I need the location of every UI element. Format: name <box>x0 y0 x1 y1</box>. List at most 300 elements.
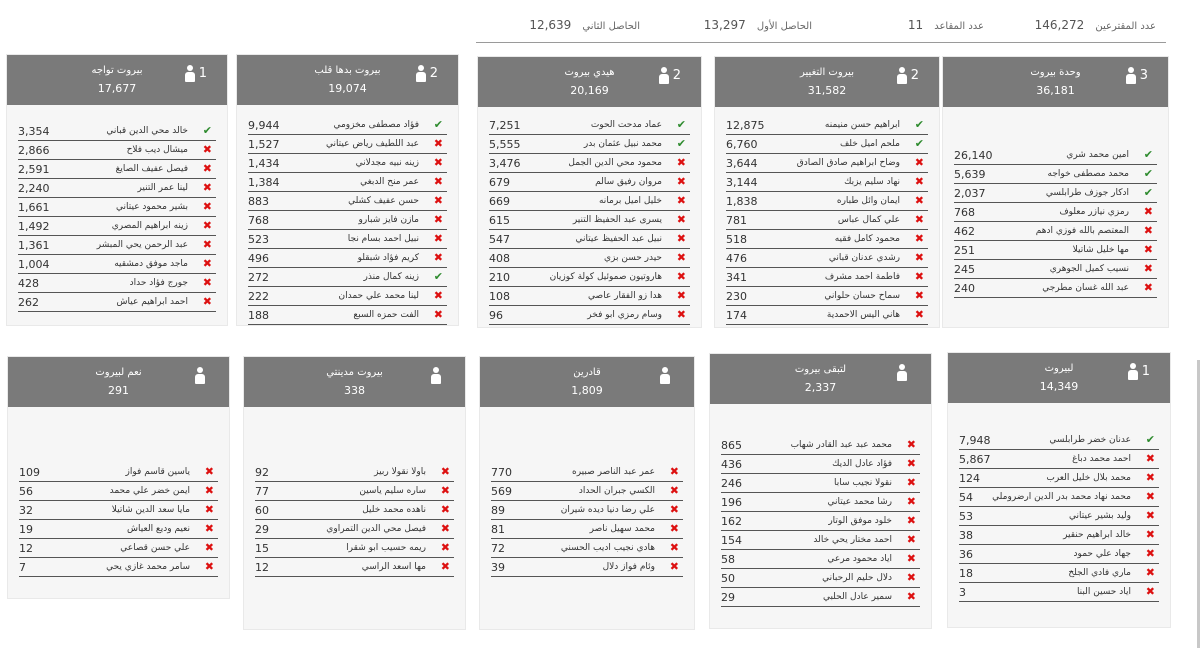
cross-icon: ✖ <box>440 541 450 554</box>
candidate-row <box>959 545 1159 564</box>
candidate-name: رمزي نيازر معلوف <box>1059 207 1129 217</box>
candidate-row <box>954 279 1157 298</box>
candidate-list <box>19 463 218 577</box>
candidate-votes: 408 <box>489 252 510 265</box>
candidate-name: عبد الله غسان مطرجي <box>1042 283 1129 293</box>
list-total-votes: 31,582 <box>807 84 847 97</box>
candidate-row <box>248 135 447 154</box>
candidate-name: نهاد سليم يزبك <box>844 177 900 187</box>
candidate-row <box>954 184 1157 203</box>
candidate-row <box>489 173 690 192</box>
check-icon: ✔ <box>433 118 443 131</box>
seats-count: 2 <box>910 68 919 83</box>
candidate-row <box>491 539 683 558</box>
check-icon: ✔ <box>1143 186 1153 199</box>
candidate-name: نسيب كميل الجوهري <box>1049 264 1129 274</box>
candidate-name: جورج فؤاد حداد <box>129 278 188 288</box>
candidate-name: عبد الرحمن يحي المبشر <box>96 240 188 250</box>
candidate-row <box>18 255 216 274</box>
candidate-name: كريم فؤاد شبقلو <box>357 253 419 263</box>
candidate-row <box>721 493 920 512</box>
cross-icon: ✖ <box>202 295 212 308</box>
candidate-votes: 12 <box>255 561 269 574</box>
candidate-row <box>248 249 447 268</box>
candidate-votes: 77 <box>255 485 269 498</box>
candidate-name: علي حسن قصاعي <box>120 543 190 553</box>
cross-icon: ✖ <box>1145 452 1155 465</box>
candidate-name: مها خليل شاتيلا <box>1072 245 1129 255</box>
candidate-votes: 240 <box>954 282 975 295</box>
candidate-name: فاطمة احمد مشرف <box>824 272 900 282</box>
candidate-row <box>726 135 928 154</box>
seats-count: 1 <box>1141 364 1150 379</box>
candidate-row <box>255 539 454 558</box>
candidate-votes: 230 <box>726 290 747 303</box>
candidate-votes: 19 <box>19 523 33 536</box>
candidate-row <box>18 160 216 179</box>
second-quotient-stat <box>529 14 640 33</box>
candidate-votes: 210 <box>489 271 510 284</box>
candidate-row <box>248 116 447 135</box>
candidate-name: وسام رمزي ابو فخر <box>587 310 662 320</box>
candidate-votes: 2,591 <box>18 163 50 176</box>
candidate-row <box>959 469 1159 488</box>
list-name: هيدي بيروت <box>564 67 615 78</box>
cross-icon: ✖ <box>676 232 686 245</box>
candidate-votes: 9,944 <box>248 119 280 132</box>
candidate-row <box>18 122 216 141</box>
candidate-row <box>248 173 447 192</box>
cross-icon: ✖ <box>669 522 679 535</box>
cross-icon: ✖ <box>440 522 450 535</box>
candidate-name: نعيم وديع العياش <box>127 524 190 534</box>
candidate-name: زينه كمال منذر <box>363 272 419 282</box>
candidate-name: ناهده محمد خليل <box>362 505 426 515</box>
candidate-name: محمد نبيل عثمان بدر <box>583 139 662 149</box>
candidate-votes: 428 <box>18 277 39 290</box>
candidate-votes: 669 <box>489 195 510 208</box>
cross-icon: ✖ <box>914 156 924 169</box>
cross-icon: ✖ <box>906 495 916 508</box>
candidate-row <box>18 217 216 236</box>
cross-icon: ✖ <box>1143 281 1153 294</box>
candidate-name: زينه نبيه مجدلاني <box>355 158 419 168</box>
cross-icon: ✖ <box>204 541 214 554</box>
candidate-list <box>18 122 216 312</box>
cross-icon: ✖ <box>202 219 212 232</box>
candidate-row <box>18 179 216 198</box>
candidate-name: لينا محمد علي حمدان <box>338 291 419 301</box>
candidate-votes: 7,251 <box>489 119 521 132</box>
candidate-votes: 1,361 <box>18 239 50 252</box>
candidate-name: ريمه حسيب ابو شقرا <box>346 543 426 553</box>
candidate-votes: 2,866 <box>18 144 50 157</box>
cross-icon: ✖ <box>676 194 686 207</box>
candidate-votes: 162 <box>721 515 742 528</box>
seats-value: 11 <box>907 18 924 32</box>
list-card <box>947 352 1171 628</box>
candidate-row <box>721 569 920 588</box>
cross-icon: ✖ <box>676 213 686 226</box>
candidate-row <box>959 450 1159 469</box>
candidate-name: سماح حسان حلواني <box>824 291 900 301</box>
check-icon: ✔ <box>676 118 686 131</box>
check-icon: ✔ <box>676 137 686 150</box>
cross-icon: ✖ <box>914 194 924 207</box>
cross-icon: ✖ <box>202 238 212 251</box>
candidate-votes: 272 <box>248 271 269 284</box>
candidate-name: خالد محي الدين قباني <box>106 126 188 136</box>
cross-icon: ✖ <box>202 276 212 289</box>
check-icon: ✔ <box>1143 148 1153 161</box>
candidate-votes: 2,037 <box>954 187 986 200</box>
candidate-name: مايا سعد الدين شاتيلا <box>111 505 190 515</box>
candidate-row <box>726 192 928 211</box>
candidate-name: محمد بلال خليل العرب <box>1046 473 1131 483</box>
candidate-votes: 1,492 <box>18 220 50 233</box>
cross-icon: ✖ <box>1143 224 1153 237</box>
candidate-votes: 246 <box>721 477 742 490</box>
cross-icon: ✖ <box>202 162 212 175</box>
cross-icon: ✖ <box>202 257 212 270</box>
candidate-votes: 7 <box>19 561 26 574</box>
list-name: وحدة بيروت <box>1030 67 1081 78</box>
list-card <box>477 56 702 328</box>
candidate-votes: 12 <box>19 542 33 555</box>
candidate-row <box>726 230 928 249</box>
cross-icon: ✖ <box>669 560 679 573</box>
candidate-row <box>721 436 920 455</box>
candidate-row <box>18 141 216 160</box>
candidate-votes: 36 <box>959 548 973 561</box>
candidate-votes: 222 <box>248 290 269 303</box>
candidate-name: نبيل احمد بسام نجا <box>347 234 419 244</box>
cross-icon: ✖ <box>906 457 916 470</box>
list-name: لبيروت <box>1044 363 1074 374</box>
candidate-votes: 109 <box>19 466 40 479</box>
candidate-votes: 81 <box>491 523 505 536</box>
candidate-row <box>255 501 454 520</box>
candidate-votes: 5,555 <box>489 138 521 151</box>
cross-icon: ✖ <box>914 175 924 188</box>
candidate-votes: 38 <box>959 529 973 542</box>
list-card-header <box>943 57 1168 107</box>
list-card-header <box>715 57 939 107</box>
candidate-name: اياد حسين البنا <box>1076 587 1131 597</box>
list-name: لتبقى بيروت <box>794 364 847 375</box>
candidate-votes: 341 <box>726 271 747 284</box>
candidate-votes: 108 <box>489 290 510 303</box>
candidate-name: فؤاد عادل الديك <box>832 459 892 469</box>
candidate-row <box>959 488 1159 507</box>
candidate-row <box>726 287 928 306</box>
candidate-votes: 781 <box>726 214 747 227</box>
cross-icon: ✖ <box>1145 566 1155 579</box>
candidate-name: هاني اليس الاحمدية <box>826 310 900 320</box>
cross-icon: ✖ <box>204 560 214 573</box>
candidate-row <box>721 455 920 474</box>
cross-icon: ✖ <box>1145 547 1155 560</box>
candidate-name: نقولا نجيب سابا <box>834 478 892 488</box>
candidate-row <box>491 482 683 501</box>
cross-icon: ✖ <box>433 175 443 188</box>
candidate-row <box>721 531 920 550</box>
candidate-row <box>959 507 1159 526</box>
candidate-name: ميشال ديب فلاح <box>126 145 188 155</box>
cross-icon: ✖ <box>433 289 443 302</box>
candidate-name: رشدي عدنان قباني <box>828 253 900 263</box>
cross-icon: ✖ <box>914 232 924 245</box>
candidate-name: مها اسعد الراسي <box>361 562 426 572</box>
candidate-list <box>491 463 683 577</box>
candidate-name: ملحم اميل خلف <box>839 139 900 149</box>
list-name: بيروت بدها قلب <box>314 65 381 76</box>
candidate-votes: 3,476 <box>489 157 521 170</box>
list-card <box>243 356 466 630</box>
candidate-name: محمود كامل فقيه <box>834 234 900 244</box>
cross-icon: ✖ <box>914 308 924 321</box>
candidate-name: هاروتيون صموئيل كولة كوزيان <box>549 272 662 282</box>
candidate-name: دلال حليم الرحباني <box>822 573 892 583</box>
cross-icon: ✖ <box>440 484 450 497</box>
candidate-name: ايمان وائل طباره <box>836 196 900 206</box>
candidate-name: بشير محمود عيتاني <box>116 202 188 212</box>
list-total-votes: 291 <box>108 384 129 397</box>
cross-icon: ✖ <box>202 143 212 156</box>
candidate-name: رشا محمد عيتاني <box>827 497 892 507</box>
candidate-row <box>726 173 928 192</box>
candidate-name: وليد بشير عيتاني <box>1068 511 1131 521</box>
candidate-votes: 18 <box>959 567 973 580</box>
candidate-name: احمد محمد دباغ <box>1072 454 1131 464</box>
list-card <box>942 56 1169 328</box>
seats-count: 3 <box>1139 68 1148 83</box>
candidate-votes: 768 <box>248 214 269 227</box>
candidate-votes: 6,760 <box>726 138 758 151</box>
candidate-votes: 12,875 <box>726 119 765 132</box>
first-quotient-stat <box>704 14 812 33</box>
seats-count: 2 <box>429 66 438 81</box>
candidate-list <box>721 436 920 607</box>
seats-count: 1 <box>198 66 207 81</box>
candidate-name: هادي نجيب اديب الحسني <box>560 543 655 553</box>
candidate-row <box>726 249 928 268</box>
candidate-votes: 251 <box>954 244 975 257</box>
candidate-votes: 92 <box>255 466 269 479</box>
candidate-row <box>248 192 447 211</box>
cross-icon: ✖ <box>433 156 443 169</box>
candidate-name: عماد مدحت الحوت <box>590 120 662 130</box>
candidate-name: باولا نقولا ربيز <box>374 467 426 477</box>
cross-icon: ✖ <box>676 251 686 264</box>
cross-icon: ✖ <box>433 308 443 321</box>
list-card-header <box>710 354 931 404</box>
candidate-name: لينا عمر التنير <box>137 183 188 193</box>
candidate-row <box>721 588 920 607</box>
candidate-name: عمر منح الدبغي <box>360 177 419 187</box>
candidate-votes: 2,240 <box>18 182 50 195</box>
list-card <box>714 56 940 328</box>
list-total-votes: 19,074 <box>328 82 367 95</box>
list-total-votes: 1,809 <box>571 384 603 397</box>
cross-icon: ✖ <box>669 503 679 516</box>
list-total-votes: 20,169 <box>570 84 609 97</box>
candidate-row <box>954 241 1157 260</box>
cross-icon: ✖ <box>1143 243 1153 256</box>
candidate-votes: 615 <box>489 214 510 227</box>
candidate-name: خالد ابراهيم حنقير <box>1063 530 1131 540</box>
list-card <box>479 356 695 630</box>
candidate-name: حيدر حسن بزي <box>603 253 662 263</box>
cross-icon: ✖ <box>1145 471 1155 484</box>
candidate-votes: 1,384 <box>248 176 280 189</box>
candidate-row <box>489 230 690 249</box>
candidate-row <box>954 260 1157 279</box>
list-name: بيروت مدينتي <box>326 367 383 378</box>
candidate-name: فؤاد مصطفى مخزومي <box>333 120 419 130</box>
check-icon: ✔ <box>914 137 924 150</box>
candidate-name: فيصل عفيف الصايغ <box>115 164 188 174</box>
list-card-header <box>237 55 458 105</box>
cross-icon: ✖ <box>433 137 443 150</box>
cross-icon: ✖ <box>1145 585 1155 598</box>
cross-icon: ✖ <box>1145 528 1155 541</box>
candidate-votes: 245 <box>954 263 975 276</box>
list-total-votes: 2,337 <box>804 381 837 394</box>
candidate-row <box>489 287 690 306</box>
candidate-list <box>248 116 447 325</box>
cross-icon: ✖ <box>202 200 212 213</box>
candidate-votes: 29 <box>255 523 269 536</box>
candidate-list <box>726 116 928 325</box>
cross-icon: ✖ <box>906 476 916 489</box>
candidate-name: فيصل محي الدين التمراوي <box>326 524 426 534</box>
candidate-row <box>959 583 1159 602</box>
candidate-name: عدنان خضر طرابلسي <box>1049 435 1131 445</box>
voters-value: 146,272 <box>1034 18 1085 32</box>
candidate-row <box>726 154 928 173</box>
candidate-votes: 154 <box>721 534 742 547</box>
candidate-row <box>726 306 928 325</box>
candidate-votes: 1,661 <box>18 201 50 214</box>
candidate-row <box>18 293 216 312</box>
candidate-votes: 124 <box>959 472 980 485</box>
list-card-header <box>948 353 1170 403</box>
candidate-votes: 1,434 <box>248 157 280 170</box>
candidate-name: ماجد موفق دمشقيه <box>114 259 188 269</box>
candidate-name: وضاح ابراهيم صادق الصادق <box>796 158 900 168</box>
candidate-row <box>248 287 447 306</box>
cross-icon: ✖ <box>1143 205 1153 218</box>
candidate-name: ايمن خضر علي محمد <box>109 486 190 496</box>
candidate-votes: 1,838 <box>726 195 758 208</box>
candidate-row <box>248 268 447 287</box>
candidate-name: الكسي جبران الحداد <box>578 486 655 496</box>
cross-icon: ✖ <box>669 465 679 478</box>
candidate-name: سمير عادل الحلبي <box>822 592 892 602</box>
candidate-votes: 768 <box>954 206 975 219</box>
cross-icon: ✖ <box>1145 490 1155 503</box>
candidate-votes: 679 <box>489 176 510 189</box>
candidate-votes: 436 <box>721 458 742 471</box>
list-name: قادرين <box>573 367 601 378</box>
candidate-name: محمد نهاد محمد بدر الدين ارضروملي <box>992 492 1131 502</box>
candidate-row <box>489 135 690 154</box>
cross-icon: ✖ <box>433 213 443 226</box>
candidate-votes: 196 <box>721 496 742 509</box>
candidate-row <box>489 306 690 325</box>
candidate-votes: 523 <box>248 233 269 246</box>
candidate-name: جهاد علي حمود <box>1073 549 1131 559</box>
candidate-row <box>489 154 690 173</box>
list-total-votes: 14,349 <box>1039 380 1079 393</box>
candidate-row <box>18 198 216 217</box>
candidate-row <box>255 463 454 482</box>
list-name: نعم لبيروت <box>95 367 142 378</box>
candidate-votes: 3,354 <box>18 125 50 138</box>
cross-icon: ✖ <box>440 465 450 478</box>
candidate-name: سامر محمد غازي يحي <box>106 562 190 572</box>
check-icon: ✔ <box>1143 167 1153 180</box>
first-quotient-label: الحاصل الأول <box>756 21 812 32</box>
list-total-votes: 338 <box>344 384 365 397</box>
candidate-row <box>489 192 690 211</box>
cross-icon: ✖ <box>906 514 916 527</box>
candidate-votes: 1,527 <box>248 138 280 151</box>
candidate-name: وئام فواز دلال <box>602 562 655 572</box>
candidate-votes: 3 <box>959 586 966 599</box>
candidate-votes: 15 <box>255 542 269 555</box>
list-card <box>6 54 228 326</box>
cross-icon: ✖ <box>433 194 443 207</box>
candidate-name: زينه ابراهيم المصري <box>111 221 188 231</box>
candidate-row <box>19 539 218 558</box>
candidate-name: عبد اللطيف رياض عيتاني <box>325 139 419 149</box>
cross-icon: ✖ <box>914 270 924 283</box>
candidate-votes: 3,644 <box>726 157 758 170</box>
candidate-row <box>255 558 454 577</box>
cross-icon: ✖ <box>676 156 686 169</box>
candidate-row <box>726 268 928 287</box>
candidate-row <box>491 520 683 539</box>
list-card-header <box>7 55 227 105</box>
list-name: بيروت التغيير <box>800 67 854 78</box>
cross-icon: ✖ <box>906 590 916 603</box>
cross-icon: ✖ <box>676 289 686 302</box>
check-icon: ✔ <box>1145 433 1155 446</box>
candidate-name: محمد عبد عبد القادر شهاب <box>790 440 892 450</box>
list-card <box>709 353 932 629</box>
candidate-row <box>248 306 447 325</box>
candidate-votes: 5,867 <box>959 453 991 466</box>
candidate-votes: 39 <box>491 561 505 574</box>
candidate-name: مازن فايز شبارو <box>358 215 419 225</box>
candidate-row <box>19 558 218 577</box>
candidate-votes: 89 <box>491 504 505 517</box>
candidate-name: هدا زو الفقار عاصي <box>588 291 662 301</box>
candidate-row <box>491 463 683 482</box>
cross-icon: ✖ <box>202 181 212 194</box>
candidate-row <box>18 274 216 293</box>
candidate-votes: 476 <box>726 252 747 265</box>
candidate-votes: 26,140 <box>954 149 993 162</box>
candidate-list <box>255 463 454 577</box>
candidate-row <box>489 211 690 230</box>
list-total-votes: 17,677 <box>97 82 137 95</box>
candidate-row <box>726 211 928 230</box>
candidate-row <box>959 526 1159 545</box>
candidate-name: ساره سليم ياسين <box>359 486 426 496</box>
